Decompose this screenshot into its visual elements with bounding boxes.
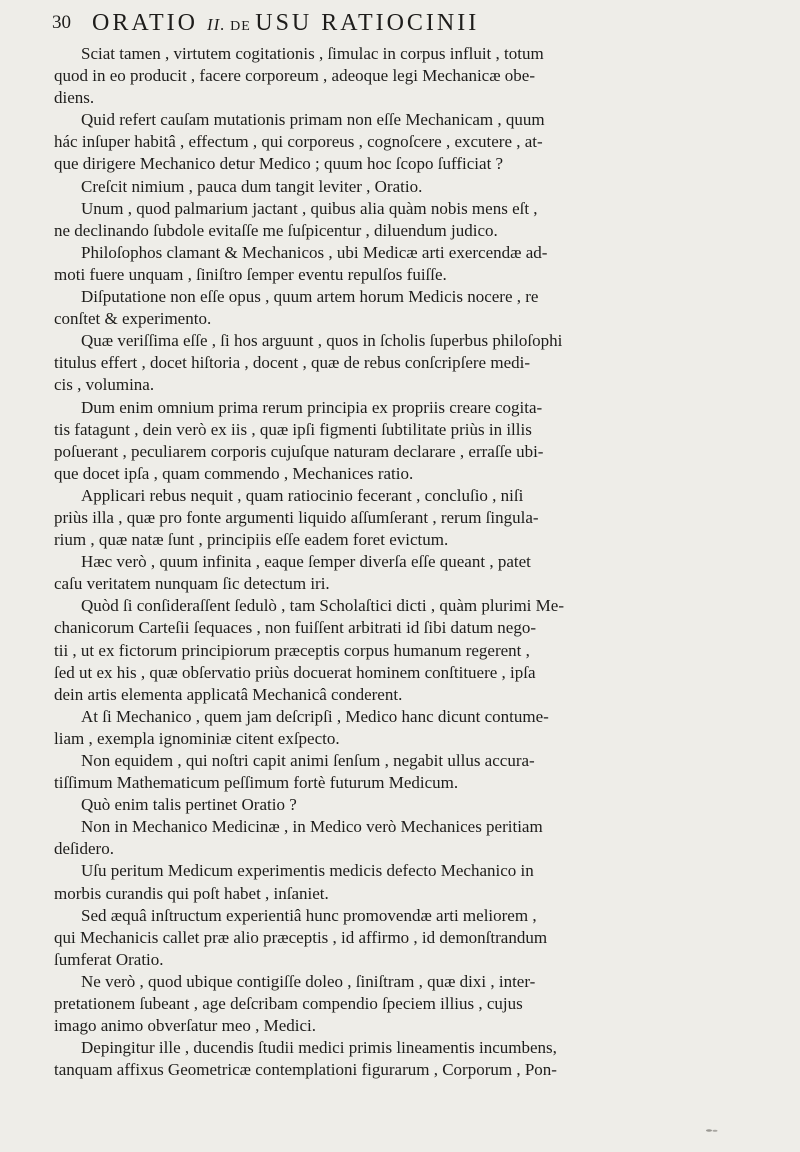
text-line: cis , volumina. xyxy=(54,375,155,395)
text-line: dein artis elementa applicatâ Mechanicâ conderent. xyxy=(54,684,403,704)
text-line: Sed æquâ inſtructum experientiâ hunc promovendæ arti meliorem , xyxy=(81,905,537,925)
text-line: At ſi Mechanico , quem jam deſcripſi , Medico hanc dicunt contume- xyxy=(81,706,549,726)
text-line: Ne verò , quod ubique contigiſſe doleo , ſiniſtram , quæ dixi , inter- xyxy=(81,971,536,991)
text-line: que docet ipſa , quam commendo , Mechanices ratio. xyxy=(54,463,414,483)
text-line: Creſcit nimium , pauca dum tangit leviter , Oratio. xyxy=(81,176,423,196)
running-title-de: DE xyxy=(225,19,256,34)
running-title xyxy=(92,10,479,37)
text-line: qui Mechanicis callet præ alio præceptis , id affirmo , id demonſtrandum xyxy=(54,927,548,947)
text-line: pretationem ſubeant , age deſcribam compendio ſpeciem illius , cujus xyxy=(54,994,523,1014)
text-line: Dum enim omnium prima rerum principia ex propriis creare cogita- xyxy=(81,397,543,417)
text-line: Quæ veriſſima eſſe , ſi hos arguunt , quos in ſcholis ſuperbus philoſophi xyxy=(81,331,563,351)
running-title-oratio: ORATIO xyxy=(92,10,207,36)
text-line: Hæc verò , quum infinita , eaque ſemper diverſa eſſe queant , patet xyxy=(81,552,531,572)
text-line: tiſſimum Mathematicum peſſimum fortè futurum Medicum. xyxy=(54,773,459,793)
text-line: Diſputatione non eſſe opus , quum artem horum Medicis nocere , re xyxy=(81,287,539,307)
text-line: ne declinando ſubdole evitaſſe me ſuſpicentur , diluendum judico. xyxy=(54,220,498,240)
running-title-numeral: II. xyxy=(207,15,226,34)
text-line: Quid refert cauſam mutationis primam non eſſe Mechanicam , quum xyxy=(81,110,545,130)
text-line: morbis curandis qui poſt habet , inſaniet. xyxy=(54,883,329,903)
text-line: ſumferat Oratio. xyxy=(54,949,164,969)
text-line: Quòd ſi conſideraſſent ſedulò , tam Scholaſtici dicti , quàm plurimi Me- xyxy=(81,596,564,616)
text-line: tii , ut ex fictorum principiorum præceptis corpus humanum regerent , xyxy=(54,640,530,660)
text-line: Sciat tamen , virtutem cogitationis , ſimulac in corpus influit , totum xyxy=(81,44,544,63)
text-line: rium , quæ natæ ſunt , principiis eſſe eadem foret evictum. xyxy=(54,530,449,550)
text-line: Depingitur ille , ducendis ſtudii medici primis lineamentis incumbens, xyxy=(81,1038,557,1058)
text-line: tanquam affixus Geometricæ contemplationi figurarum , Corporum , Pon- xyxy=(54,1060,557,1080)
text-line: Unum , quod palmarium jactant , quibus alia quàm nobis mens eſt , xyxy=(81,198,538,218)
text-line: poſuerant , peculiarem corporis cujuſque naturam declarare , erraſſe ubi- xyxy=(54,441,544,461)
text-line: priùs illa , quæ pro fonte argumenti liquido aſſumſerant , rerum ſingula- xyxy=(54,507,539,527)
text-line: tis fatagunt , dein verò ex iis , quæ ipſi figmenti ſubtilitate priùs in illis xyxy=(54,419,532,439)
text-line: Non in Mechanico Medicinæ , in Medico verò Mechanices peritiam xyxy=(81,817,543,837)
text-line: caſu veritatem nunquam ſic detectum iri. xyxy=(54,574,330,594)
text-line: Non equidem , qui noſtri capit animi ſenſum , negabit ullus accura- xyxy=(81,751,535,770)
text-line: que dirigere Mechanico detur Medico ; quum hoc ſcopo ſufficiat ? xyxy=(54,154,504,174)
page-header xyxy=(52,12,762,44)
text-line: quod in eo producit , facere corporeum , adeoque legi Mechanicæ obe- xyxy=(54,66,536,86)
text-line: titulus effert , docet hiſtoria , docent , quæ de rebus conſcripſere medi- xyxy=(54,353,531,373)
ink-speck xyxy=(705,1128,719,1133)
text-line: conſtet & experimento. xyxy=(54,309,212,329)
text-line: chanicorum Carteſii ſequaces , non fuiſſent arbitrati id ſibi datum nego- xyxy=(54,618,536,638)
text-line: deſidero. xyxy=(54,839,114,859)
text-line: diens. xyxy=(54,88,95,108)
text-line: Philoſophos clamant & Mechanicos , ubi Medicæ arti exercendæ ad- xyxy=(81,242,548,262)
text-line: moti fuere unquam , ſiniſtro ſemper eventu repulſos fuiſſe. xyxy=(54,264,447,284)
body-text xyxy=(54,43,776,1081)
page-number: 30 xyxy=(52,12,71,33)
text-line: imago animo obverſatur meo , Medici. xyxy=(54,1016,317,1036)
text-line: Quò enim talis pertinet Oratio ? xyxy=(81,795,297,815)
running-title-rest: USU RATIOCINII xyxy=(255,10,480,36)
text-line: liam , exempla ignominiæ citent exſpecto. xyxy=(54,728,340,748)
text-line: Uſu peritum Medicum experimentis medicis defecto Mechanico in xyxy=(81,861,534,881)
text-line: ſed ut ex his , quæ obſervatio priùs docuerat hominem conſtituere , ipſa xyxy=(54,662,536,682)
text-line: Applicari rebus nequit , quam ratiocinio fecerant , concluſio , niſi xyxy=(81,485,524,505)
text-line: hác inſuper habitâ , effectum , qui corporeus , cognoſcere , excutere , at- xyxy=(54,132,543,152)
